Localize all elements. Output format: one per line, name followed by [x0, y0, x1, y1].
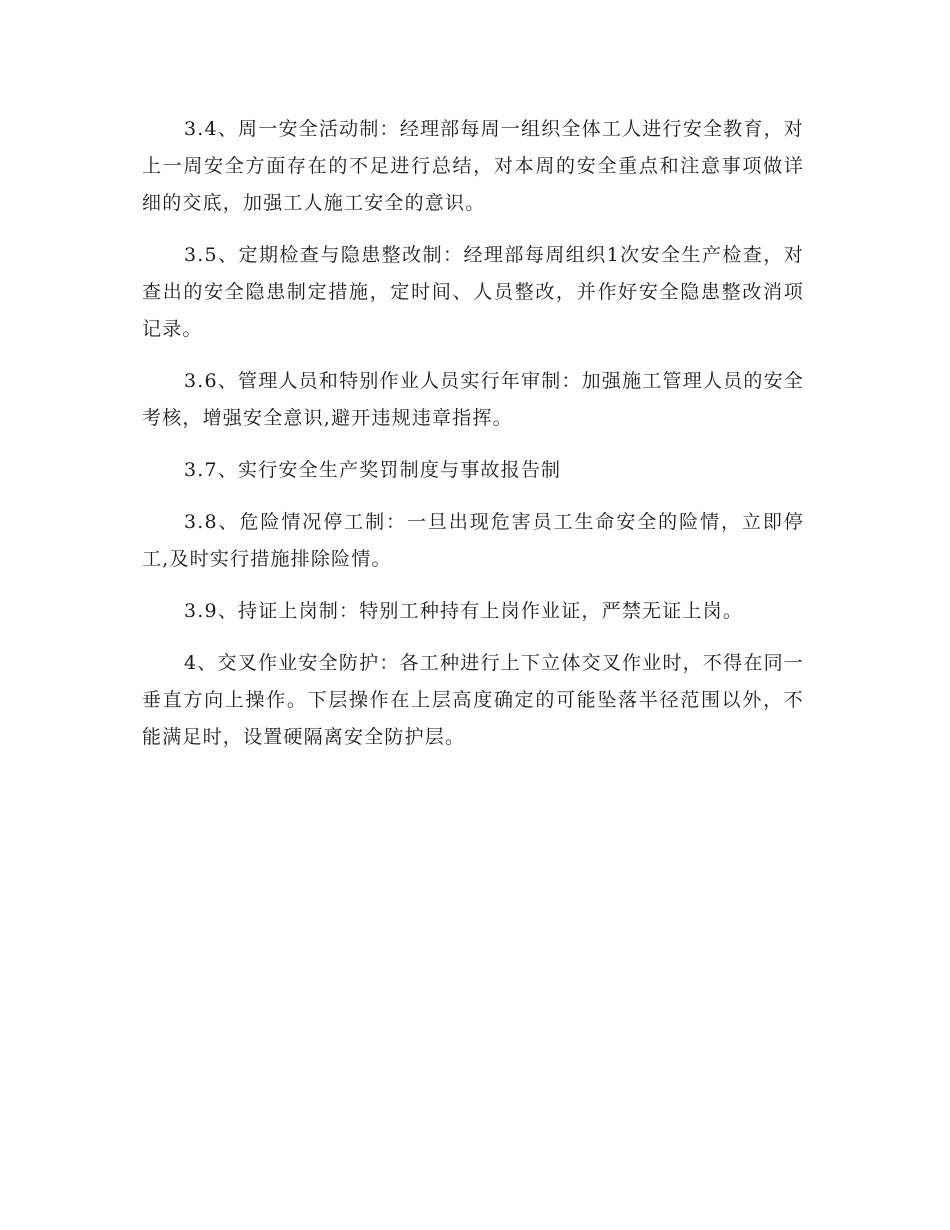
paragraph-3-4: 3.4、周一安全活动制：经理部每周一组织全体工人进行安全教育，对上一周安全方面存在的不足进行总结，对本周的安全重点和注意事项做详细的交底，加强工人施工安全的意识。	[142, 118, 804, 214]
paragraph-3-9: 3.9、持证上岗制：特别工种持有上岗作业证，严禁无证上岗。	[184, 600, 744, 622]
paragraph-4: 4、交叉作业安全防护：各工种进行上下立体交叉作业时，不得在同一垂直方向上操作。下层操作在上层高度确定的可能坠落半径范围以外，不能满足时，设置硬隔离安全防护层。	[142, 652, 804, 748]
paragraph-3-7: 3.7、实行安全生产奖罚制度与事故报告制	[184, 459, 562, 481]
paragraph-3-6: 3.6、管理人员和特别作业人员实行年审制：加强施工管理人员的安全考核，增强安全意识,避开违规违章指挥。	[142, 370, 804, 429]
document-body	[142, 111, 804, 771]
paragraph-3-8: 3.8、危险情况停工制：一旦出现危害员工生命安全的险情，立即停工,及时实行措施排除险情。	[142, 511, 804, 570]
paragraph-3-5: 3.5、定期检查与隐患整改制：经理部每周组织1次安全生产检查，对查出的安全隐患制定措施，定时间、人员整改，并作好安全隐患整改消项记录。	[142, 244, 804, 340]
